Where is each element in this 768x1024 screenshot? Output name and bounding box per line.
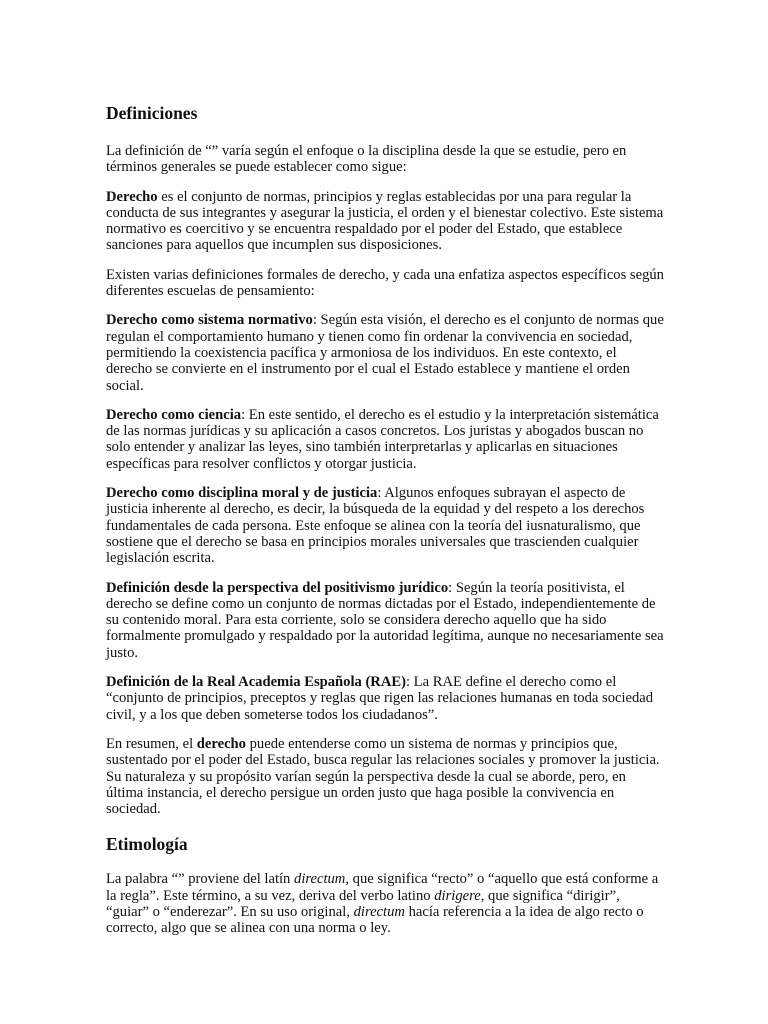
latin-term: dirigere xyxy=(434,887,481,904)
definition-rae xyxy=(106,674,666,723)
etimologia-paragraph xyxy=(106,871,666,936)
intro-paragraph: La definición de “” varía según el enfoque o la disciplina desde la que se estudie, pero en términos generales se puede establecer como sigue: xyxy=(106,143,627,176)
definition-text: : Algunos enfoques subrayan el aspecto de justicia inherente al derecho, es decir, la búsqueda de la equidad y del respeto a los derechos fundamentales de cada persona. Este enfoque se alinea con la teoría del iusnaturalismo, que sostiene que el derecho se basa en principios morales universales que trascienden cualquier legislación escrita. xyxy=(106,485,645,567)
definition-text: : Según esta visión, el derecho es el conjunto de normas que regulan el comportamiento humano y tienen como fin ordenar la convivencia en sociedad, permitiendo la coexistencia pacífica y armoniosa de los individuos. En este contexto, el derecho se convierte en el instrumento por el cual el Estado establece y mantiene el orden social. xyxy=(106,312,664,394)
heading-definiciones: Definiciones xyxy=(106,103,198,123)
etimologia-text: La palabra “” proviene del latín xyxy=(106,871,295,888)
definition-term: Definición de la Real Academia Española (RAE) xyxy=(106,674,406,691)
definition-text: : En este sentido, el derecho es el estudio y la interpretación sistemática de las normas jurídicas y su aplicación a casos concretos. Los juristas y abogados buscan no solo entender y analizar las leyes, sino también interpretarlas y aplicarlas en situaciones específicas para resolver conflictos y otorgar justicia. xyxy=(106,406,659,472)
definition-ciencia xyxy=(106,407,666,472)
definition-text: : Según la teoría positivista, el derecho se define como un conjunto de normas dictadas por el Estado, independientemente de su contenido moral. Para esta corriente, solo se considera derecho aquello que ha sido formalmente promulgado y respaldado por la autoridad legítima, aunque no necesariamente sea justo. xyxy=(106,579,664,661)
definition-positivismo xyxy=(106,580,666,661)
etimologia-text: hacía referencia a la idea de algo recto o correcto, algo que se alinea con una norma o ley. xyxy=(106,903,644,937)
definition-term: Definición desde la perspectiva del positivismo jurídico xyxy=(106,579,449,596)
derecho-term: Derecho xyxy=(106,188,158,205)
etimologia-text: , que significa “recto” o “aquello que está conforme a la regla”. Este término, a su vez, deriva del verbo latino xyxy=(106,871,659,904)
definition-term: Derecho como sistema normativo xyxy=(106,312,313,329)
definition-normativo xyxy=(106,312,666,393)
heading-etimologia: Etimología xyxy=(106,834,188,855)
etimologia-text: , que significa “dirigir”, “guiar” o “enderezar”. En su uso original, xyxy=(106,887,620,920)
definition-term: Derecho como disciplina moral y de justicia xyxy=(106,485,378,502)
definition-text: : La RAE define el derecho como el “conjunto de principios, preceptos y reglas que rigen las relaciones humanas en toda sociedad civil, y a los que deben someterse todos los ciudadanos”. xyxy=(106,674,654,723)
definition-term: Derecho como ciencia xyxy=(106,406,242,423)
varias-definiciones-paragraph: Existen varias definiciones formales de derecho, y cada una enfatiza aspectos específicos según diferentes escuelas de pensamiento: xyxy=(106,266,664,300)
derecho-text: es el conjunto de normas, principios y reglas establecidas por una para regular la conducta de sus integrantes y asegurar la justicia, el orden y el bienestar colectivo. Este sistema normativo es coercitivo y se encuentra respaldado por el poder del Estado, que establece sanciones para aquellos que incumplen sus disposiciones. xyxy=(106,188,664,254)
resumen-term: derecho xyxy=(196,735,246,752)
definition-moral-justicia xyxy=(106,485,666,566)
resumen-before: En resumen, el xyxy=(106,735,197,752)
resumen-paragraph xyxy=(106,736,666,817)
latin-term: directum xyxy=(353,903,405,920)
document-page xyxy=(106,96,666,950)
latin-term: directum xyxy=(294,871,346,888)
derecho-paragraph xyxy=(106,189,666,254)
resumen-after: puede entenderse como un sistema de normas y principios que, sustentado por el poder del Estado, busca regular las relaciones sociales y promover la justicia. Su naturaleza y su propósito varían según la perspectiva desde la cual se aborde, pero, en última instancia, el derecho persigue un orden justo que haga posible la convivencia en sociedad. xyxy=(106,735,660,818)
